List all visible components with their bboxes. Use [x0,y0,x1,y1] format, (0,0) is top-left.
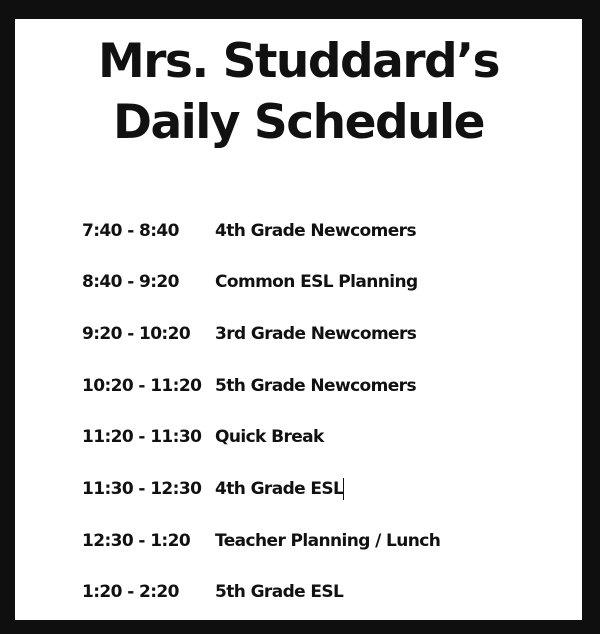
schedule-row [82,270,418,294]
schedule-activity: 4th Grade Newcomers [215,221,416,241]
page-title [15,31,582,153]
schedule-time: 11:30 - 12:30 [82,479,202,499]
title-line-2: Daily Schedule [112,95,485,150]
schedule-row [82,580,343,604]
schedule-row [82,219,416,243]
title-line-1: Mrs. Studdard’s [97,34,500,89]
document-page[interactable] [15,19,582,620]
schedule-row [82,374,416,398]
schedule-time: 9:20 - 10:20 [82,324,191,344]
schedule-time: 1:20 - 2:20 [82,582,179,602]
schedule-activity: Teacher Planning / Lunch [215,531,441,551]
schedule-activity[interactable]: 4th Grade ESL [215,479,344,499]
schedule-row [82,322,416,346]
schedule-time: 10:20 - 11:20 [82,376,202,396]
schedule-activity: 5th Grade Newcomers [215,376,416,396]
schedule-time: 11:20 - 11:30 [82,427,202,447]
schedule-time: 7:40 - 8:40 [82,221,179,241]
schedule-row [82,477,344,501]
schedule-activity: Common ESL Planning [215,272,418,292]
schedule-time: 12:30 - 1:20 [82,531,191,551]
schedule-row [82,425,324,449]
schedule-activity: Quick Break [215,427,324,447]
text-cursor [343,478,344,500]
schedule-row [82,529,440,553]
schedule-activity: 3rd Grade Newcomers [215,324,417,344]
schedule-activity: 5th Grade ESL [215,582,344,602]
schedule-time: 8:40 - 9:20 [82,272,179,292]
